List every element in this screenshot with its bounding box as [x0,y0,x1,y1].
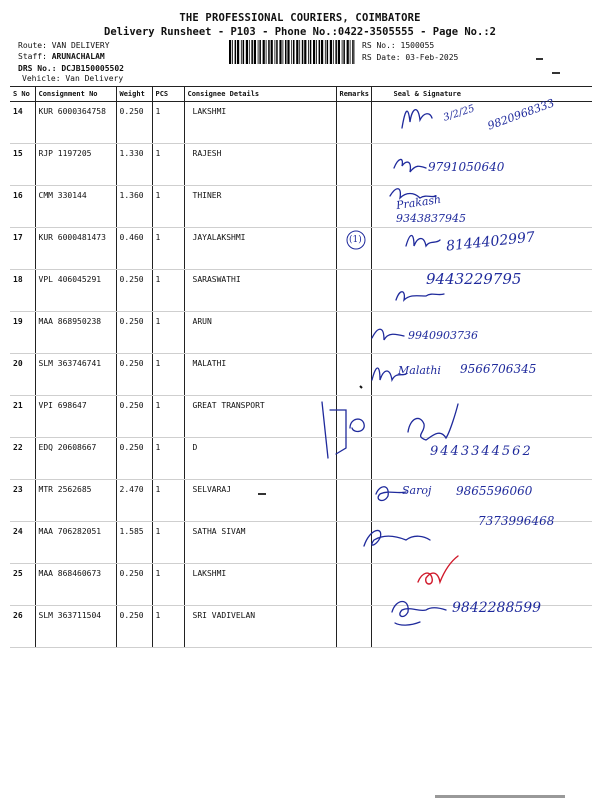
hw-19-phone: 9940903736 [408,329,478,342]
weight-cell: 0.250 [116,438,152,480]
remarks-cell [336,186,371,228]
consignment-no-cell: MAA 868460673 [35,564,116,606]
rs-number: RS No.: 1500055 [362,41,435,50]
staff-value: ARUNACHALAM [51,52,105,61]
pcs-cell: 1 [152,522,184,564]
route-label: Route: VAN DELIVERY [18,41,110,50]
pcs-cell: 1 [152,396,184,438]
sno-cell: 19 [10,312,35,354]
consignee-cell: THINER [184,186,336,228]
pcs-cell: 1 [152,438,184,480]
hw-17-remark: (1) [349,235,362,245]
consignment-no-cell: MAA 706282051 [35,522,116,564]
scan-edge-mark [435,795,565,798]
consignee-cell: D [184,438,336,480]
consignee-cell: SELVARAJ [184,480,336,522]
table-header-row [10,87,592,102]
pcs-cell: 1 [152,354,184,396]
stray-mark [552,72,560,74]
sno-cell: 25 [10,564,35,606]
weight-cell: 0.250 [116,312,152,354]
col-pcs: PCS [152,87,184,102]
weight-cell: 1.360 [116,186,152,228]
remarks-cell [336,438,371,480]
consignment-no-cell: KUR 6000364758 [35,102,116,144]
pcs-cell: 1 [152,228,184,270]
consignee-cell: MALATHI [184,354,336,396]
weight-cell: 0.460 [116,228,152,270]
hw-16-name: Prakash [395,192,442,213]
hw-22-phone: 9443344562 [430,444,533,459]
pcs-cell: 1 [152,102,184,144]
hw-16-phone: 9343837945 [396,212,466,225]
drs-number: DRS No.: DCJB150005502 [18,64,124,73]
hw-17-phone: 8144402997 [445,229,536,255]
sno-cell: 24 [10,522,35,564]
remarks-cell [336,564,371,606]
hw-18-phone: 9443229795 [426,270,522,288]
remarks-cell [336,102,371,144]
signature-cell [371,102,592,144]
remarks-cell [336,522,371,564]
staff-line [18,52,105,61]
weight-cell: 2.470 [116,480,152,522]
table-row [10,144,592,186]
vehicle-label: Vehicle: Van Delivery [22,74,124,83]
col-weight: Weight [116,87,152,102]
consignment-no-cell: SLM 363711504 [35,606,116,648]
weight-cell: 0.250 [116,102,152,144]
barcode-icon [229,40,355,64]
col-consignee: Consignee Details [184,87,336,102]
table-row [10,312,592,354]
stray-mark [258,493,266,495]
pcs-cell: 1 [152,312,184,354]
consignment-no-cell: RJP 1197205 [35,144,116,186]
consignment-no-cell: VPI 698647 [35,396,116,438]
hw-15-phone: 9791050640 [428,160,505,174]
pcs-cell: 1 [152,270,184,312]
pcs-cell: 1 [152,606,184,648]
col-signature: Seal & Signature [371,87,592,102]
weight-cell: 0.250 [116,270,152,312]
hw-23-phone: 9865596060 [456,484,533,498]
hw-23-name: Saroj [402,484,432,497]
sno-cell: 14 [10,102,35,144]
stray-mark [536,58,543,60]
remarks-cell [336,396,371,438]
sno-cell: 18 [10,270,35,312]
hw-26-phone: 9842288599 [452,600,542,616]
remarks-cell [336,270,371,312]
sno-cell: 21 [10,396,35,438]
signature-cell [371,312,592,354]
pcs-cell: 1 [152,564,184,606]
remarks-cell [336,354,371,396]
table-row [10,186,592,228]
sno-cell: 16 [10,186,35,228]
consignee-cell: SARASWATHI [184,270,336,312]
sno-cell: 20 [10,354,35,396]
weight-cell: 1.585 [116,522,152,564]
runsheet-subtitle: Delivery Runsheet - P103 - Phone No.:0422-3505555 - Page No.:2 [104,26,496,38]
consignment-no-cell: VPL 406045291 [35,270,116,312]
staff-label: Staff: [18,52,52,61]
remarks-cell [336,606,371,648]
hw-20-phone: 9566706345 [460,362,537,376]
hw-14-phone: 9820968333 [485,96,557,133]
weight-cell: 0.250 [116,606,152,648]
weight-cell: 1.330 [116,144,152,186]
consignee-cell: JAYALAKSHMI [184,228,336,270]
consignment-no-cell: CMM 330144 [35,186,116,228]
consignment-no-cell: MAA 868950238 [35,312,116,354]
signature-cell [371,396,592,438]
hw-20-name: Malathi [398,364,441,377]
hw-24-phone: 7373996468 [478,514,555,528]
remarks-cell [336,480,371,522]
remarks-cell [336,228,371,270]
weight-cell: 0.250 [116,354,152,396]
consignee-cell: LAKSHMI [184,102,336,144]
rs-date: RS Date: 03-Feb-2025 [362,53,459,62]
consignee-cell: RAJESH [184,144,336,186]
col-consignment: Consignment No [35,87,116,102]
col-sno: S No [10,87,35,102]
sno-cell: 17 [10,228,35,270]
remarks-cell [336,312,371,354]
pcs-cell: 1 [152,480,184,522]
weight-cell: 0.250 [116,396,152,438]
pcs-cell: 1 [152,186,184,228]
pcs-cell: 1 [152,144,184,186]
col-remarks: Remarks [336,87,371,102]
consignment-no-cell: KUR 6000481473 [35,228,116,270]
sno-cell: 15 [10,144,35,186]
consignee-cell: GREAT TRANSPORT [184,396,336,438]
sno-cell: 22 [10,438,35,480]
company-title: THE PROFESSIONAL COURIERS, COIMBATORE [179,12,421,24]
hw-14-date: 3/2/25 [442,103,477,124]
consignee-cell: ARUN [184,312,336,354]
remarks-cell [336,144,371,186]
consignee-cell: SRI VADIVELAN [184,606,336,648]
sno-cell: 23 [10,480,35,522]
consignment-no-cell: EDQ 20608667 [35,438,116,480]
consignee-cell: LAKSHMI [184,564,336,606]
sno-cell: 26 [10,606,35,648]
consignee-cell: SATHA SIVAM [184,522,336,564]
weight-cell: 0.250 [116,564,152,606]
consignment-no-cell: SLM 363746741 [35,354,116,396]
table-row [10,396,592,438]
consignment-no-cell: MTR 2562685 [35,480,116,522]
